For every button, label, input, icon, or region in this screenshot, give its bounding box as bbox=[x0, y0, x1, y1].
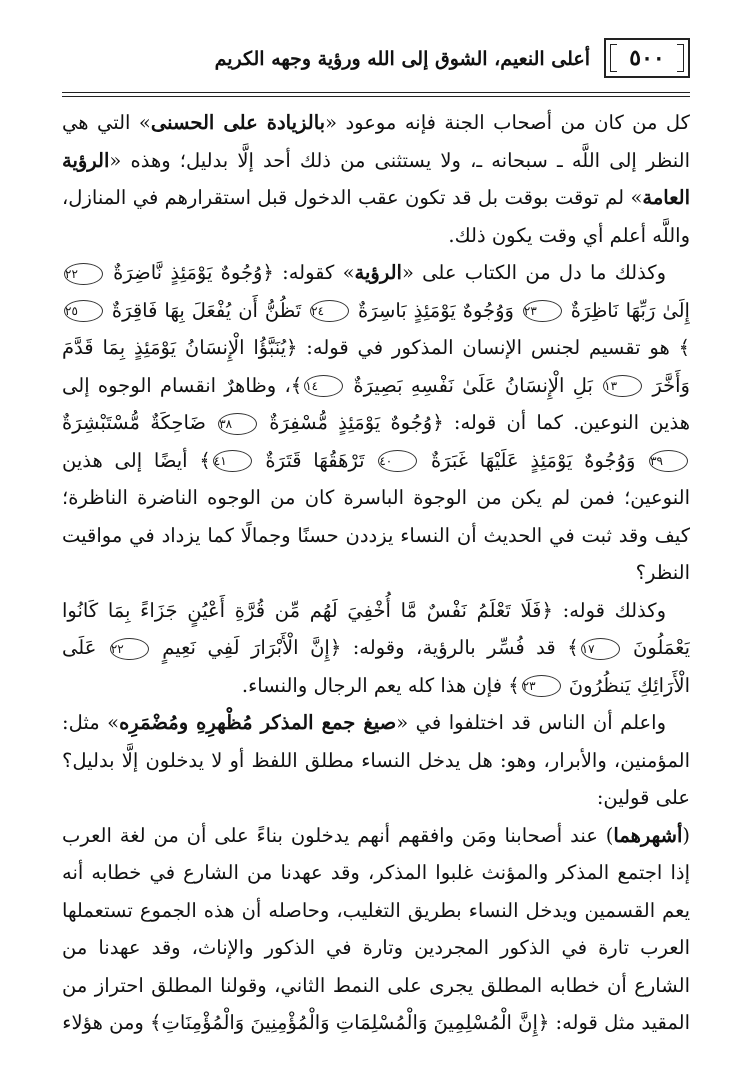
quran-verse: عَلَى الْأَرَائِكِ يَنظُرُونَ bbox=[62, 636, 690, 697]
bold-term: أشهرهما bbox=[613, 823, 683, 847]
ayah-number: ٤١ bbox=[213, 450, 252, 472]
text-run: واعلم أن الناس قد اختلفوا في « bbox=[396, 711, 666, 734]
text-run: ﴾ قد فُسِّر بالرؤية، وقوله: ﴿إِنَّ الْأَبْرَارَ لَفِي نَعِيمٍ bbox=[150, 636, 579, 659]
text-run: وكذلك ما دل من الكتاب على « bbox=[401, 261, 667, 284]
header-rule bbox=[62, 92, 690, 93]
quran-verse: تَرْهَقُهَا قَتَرَةٌ bbox=[253, 448, 377, 472]
header-rule-double bbox=[62, 96, 690, 97]
page-number: ٥٠٠ bbox=[604, 38, 690, 78]
paragraph bbox=[62, 254, 690, 592]
ayah-number: ٣٩ bbox=[649, 450, 688, 472]
ayah-number: ١٧ bbox=[581, 638, 620, 660]
ayah-number: ٢٤ bbox=[310, 300, 349, 322]
paragraph bbox=[62, 104, 690, 254]
quran-verse: وَوُجُوهٌ يَوْمَئِذٍ عَلَيْهَا غَبَرَةٌ bbox=[419, 448, 648, 472]
ayah-number: ٢٣ bbox=[523, 300, 562, 322]
text-run: وكذلك قوله: ﴿فَلَا تَعْلَمُ نَفْسٌ مَّا أُخْفِيَ لَهُم مِّن قُرَّةِ أَعْيُنٍ جَزَاءً بِمَا كَانُوا يَعْمَلُونَ bbox=[62, 598, 690, 659]
quran-verse: بَلِ الْإِنسَانُ عَلَىٰ نَفْسِهِ بَصِيرَةٌ bbox=[345, 373, 602, 397]
text-run: » التي هي النظر إلى اللَّه ـ سبحانه ـ، ولا يستثنى من ذلك أحد إلَّا بدليل؛ وهذه « bbox=[62, 111, 690, 172]
ayah-number: ٢٢ bbox=[64, 263, 103, 285]
quran-verse: تَظُنُّ أَن يُفْعَلَ بِهَا فَاقِرَةٌ bbox=[104, 298, 309, 322]
paragraph bbox=[62, 817, 690, 1042]
text-run: ﴾ أيضًا إلى هذين النوعين؛ فمن لم يكن من الوجوة الباسرة كان من الوجوه الناضرة الناظرة؛ كيف وقد ثبت في الحديث أن النساء يزددن حسنًا وجمالًا كما يزداد في مواقيت النظر؟ bbox=[62, 448, 690, 584]
quran-verse: ضَاحِكَةٌ مُّسْتَبْشِرَةٌ bbox=[62, 411, 217, 434]
text-run: ( bbox=[682, 823, 690, 847]
text-run: ﴾ فإن هذا كله يعم الرجال والنساء. bbox=[241, 673, 520, 697]
bold-term: بالزيادة على الحسنى bbox=[150, 111, 326, 134]
text-run: كل من كان من أصحاب الجنة فإنه موعود « bbox=[325, 111, 690, 134]
body-text bbox=[62, 104, 690, 1044]
text-run: ﴾، وظاهرٌ انقسام الوجوه إلى هذين النوعين. كما أن قوله: ﴿وُجُوهٌ يَوْمَئِذٍ مُّسْفِرَةٌ bbox=[62, 373, 690, 434]
ayah-number: ٢٥ bbox=[64, 300, 103, 322]
bold-term: الرؤية العامة bbox=[62, 148, 690, 209]
text-run: ) عند أصحابنا ومَن وافقهم أنهم يدخلون بناءً على أن من لغة العرب إذا اجتمع المذكر والمؤنث غلبوا المذكر، وقد عهدنا من الشارع في خطابه أنه يعم القسمين ويدخل النساء بطريق التغليب، وحاصله أن هذه الجموع تستعملها العرب تارة في الذكور المجردين وتارة في الذكور والإناث، وقد عهدنا من الشارع أن خطابه المطلق يجرى على النمط الثاني، وقولنا المطلق احتراز من المقيد مثل قوله: ﴿إِنَّ الْمُسْلِمِينَ وَالْمُسْلِمَاتِ وَالْمُؤْمِنِينَ وَالْمُؤْمِنَاتِ﴾ ومن هؤلاء bbox=[62, 823, 690, 1034]
ayah-number: ١٤ bbox=[304, 375, 343, 397]
quran-verse: إِلَىٰ رَبِّهَا نَاظِرَةٌ bbox=[563, 298, 690, 322]
ayah-number: ١٣ bbox=[603, 375, 642, 397]
bold-term: الرؤية bbox=[354, 261, 402, 284]
paragraph bbox=[62, 592, 690, 705]
page-header bbox=[62, 38, 690, 90]
text-run: » مثل: المؤمنين، والأبرار، وهو: هل يدخل النساء مطلق اللفظ أو لا يدخلون إلَّا بدليل؟ على قولين: bbox=[62, 711, 690, 809]
text-run: ﴾ هو تقسيم لجنس الإنسان المذكور في قوله: ﴿يُنَبَّؤُا الْإِنسَانُ يَوْمَئِذٍ بِمَا قَدَّمَ وَأَخَّرَ bbox=[62, 336, 690, 397]
paragraph bbox=[62, 704, 690, 817]
quran-verse: وَوُجُوهٌ يَوْمَئِذٍ بَاسِرَةٌ bbox=[351, 298, 521, 322]
quran-verse: » كقوله: ﴿وُجُوهٌ يَوْمَئِذٍ نَّاضِرَةٌ bbox=[104, 261, 355, 284]
ayah-number: ٣٨ bbox=[218, 413, 257, 435]
text-run: » لم توقت بوقت بل قد تكون عقب الدخول قبل استقرارهم في المنازل، واللَّه أعلم أي وقت يكون ذلك. bbox=[62, 186, 690, 247]
bold-term: صيغ جمع المذكر مُظْهرِهِ ومُضْمَرِه bbox=[119, 711, 397, 734]
ayah-number: ٢٣ bbox=[522, 675, 561, 697]
running-title: أعلى النعيم، الشوق إلى الله ورؤية وجهه الكريم bbox=[214, 48, 590, 70]
ayah-number: ٤٠ bbox=[378, 450, 417, 472]
ayah-number: ٢٢ bbox=[110, 638, 149, 660]
